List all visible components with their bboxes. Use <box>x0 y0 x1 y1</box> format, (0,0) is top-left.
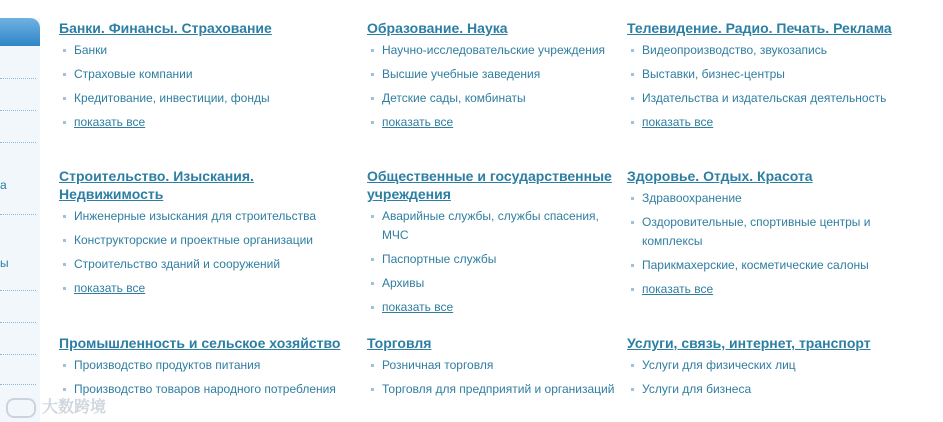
subcategory-list <box>367 207 622 317</box>
bullet-icon <box>63 97 66 100</box>
subcategory-link[interactable]: Страховые компании <box>59 65 359 84</box>
subcategory-list <box>627 356 927 399</box>
category-title-media[interactable]: Телевидение. Радио. Печать. Реклама <box>627 20 892 36</box>
bullet-icon <box>631 221 634 224</box>
sidebar-header[interactable] <box>0 18 40 46</box>
bullet-icon <box>371 388 374 391</box>
bullet-icon <box>371 215 374 218</box>
subcategory-link[interactable]: Архивы <box>367 274 622 293</box>
bullet-icon <box>63 263 66 266</box>
sidebar-item-fragment[interactable]: а <box>0 178 7 192</box>
subcategory-link[interactable]: Высшие учебные заведения <box>367 65 622 84</box>
bullet-icon <box>371 121 374 124</box>
subcategory-link[interactable]: Научно-исследовательские учреждения <box>367 41 622 60</box>
subcategory-list <box>367 356 622 399</box>
bullet-icon <box>371 258 374 261</box>
sidebar-item-fragment[interactable]: ы <box>0 256 9 270</box>
subcategory-link[interactable]: Видеопроизводство, звукозапись <box>627 41 927 60</box>
subcategory-link[interactable]: Производство товаров народного потребления <box>59 380 359 399</box>
bullet-icon <box>63 73 66 76</box>
bullet-icon <box>371 282 374 285</box>
category-section <box>627 334 927 404</box>
subcategory-list <box>59 41 359 132</box>
bullet-icon <box>63 215 66 218</box>
bullet-icon <box>631 73 634 76</box>
subcategory-list <box>59 207 359 298</box>
bullet-icon <box>631 97 634 100</box>
category-section <box>367 167 622 322</box>
bullet-icon <box>631 121 634 124</box>
subcategory-link[interactable]: Строительство зданий и сооружений <box>59 255 359 274</box>
sidebar-divider <box>0 322 36 323</box>
show-all-link[interactable]: показать все <box>367 113 622 132</box>
subcategory-link[interactable]: Инженерные изыскания для строительства <box>59 207 359 226</box>
subcategory-list <box>627 41 927 132</box>
subcategory-link[interactable]: Услуги для бизнеса <box>627 380 927 399</box>
bullet-icon <box>631 264 634 267</box>
subcategory-link[interactable]: Торговля для предприятий и организаций <box>367 380 622 399</box>
bullet-icon <box>371 364 374 367</box>
sidebar-divider <box>0 78 36 79</box>
bullet-icon <box>371 73 374 76</box>
bullet-icon <box>63 239 66 242</box>
bullet-icon <box>371 306 374 309</box>
subcategory-link[interactable]: Парикмахерские, косметические салоны <box>627 256 927 275</box>
subcategory-link[interactable]: Детские сады, комбинаты <box>367 89 622 108</box>
bullet-icon <box>631 288 634 291</box>
subcategory-link[interactable]: Оздоровительные, спортивные центры и комплексы <box>627 213 927 251</box>
subcategory-list <box>627 189 927 299</box>
subcategory-link[interactable]: Розничная торговля <box>367 356 622 375</box>
watermark <box>6 394 166 416</box>
sidebar-divider <box>0 354 36 355</box>
subcategory-link[interactable]: Услуги для физических лиц <box>627 356 927 375</box>
subcategory-link[interactable]: Банки <box>59 41 359 60</box>
category-title-banks[interactable]: Банки. Финансы. Страхование <box>59 20 272 36</box>
subcategory-link[interactable]: Кредитование, инвестиции, фонды <box>59 89 359 108</box>
bullet-icon <box>631 388 634 391</box>
subcategory-list <box>59 356 359 399</box>
bullet-icon <box>63 287 66 290</box>
bullet-icon <box>631 197 634 200</box>
sidebar-divider <box>0 214 36 215</box>
category-title-public-institutions[interactable]: Общественные и государственные учреждения <box>367 168 612 202</box>
category-title-construction[interactable]: Строительство. Изыскания. Недвижимость <box>59 168 254 202</box>
show-all-link[interactable]: показать все <box>367 298 622 317</box>
category-section <box>627 19 927 137</box>
category-title-industry[interactable]: Промышленность и сельское хозяйство <box>59 335 341 351</box>
show-all-link[interactable]: показать все <box>59 279 359 298</box>
show-all-link[interactable]: показать все <box>627 113 927 132</box>
category-section <box>59 167 359 303</box>
category-title-services[interactable]: Услуги, связь, интернет, транспорт <box>627 335 871 351</box>
category-title-education[interactable]: Образование. Наука <box>367 20 508 36</box>
category-section <box>367 19 622 137</box>
bullet-icon <box>371 49 374 52</box>
category-section <box>59 19 359 137</box>
subcategory-list <box>367 41 622 132</box>
show-all-link[interactable]: показать все <box>627 280 927 299</box>
subcategory-link[interactable]: Конструкторские и проектные организации <box>59 231 359 250</box>
watermark-text: 大数跨境 <box>42 399 107 416</box>
sidebar-divider <box>0 290 36 291</box>
category-section <box>627 167 927 304</box>
bullet-icon <box>63 121 66 124</box>
bullet-icon <box>631 49 634 52</box>
subcategory-link[interactable]: Здравоохранение <box>627 189 927 208</box>
sidebar-divider <box>0 142 36 143</box>
bullet-icon <box>371 97 374 100</box>
category-title-trade[interactable]: Торговля <box>367 335 432 351</box>
bullet-icon <box>63 388 66 391</box>
show-all-link[interactable]: показать все <box>59 113 359 132</box>
subcategory-link[interactable]: Выставки, бизнес-центры <box>627 65 927 84</box>
category-section <box>367 334 622 404</box>
bullet-icon <box>63 49 66 52</box>
subcategory-link[interactable]: Паспортные службы <box>367 250 622 269</box>
sidebar-divider <box>0 110 36 111</box>
sidebar-divider <box>0 384 36 385</box>
left-sidebar <box>0 18 40 422</box>
watermark-logo-icon <box>6 398 36 418</box>
bullet-icon <box>63 364 66 367</box>
subcategory-link[interactable]: Аварийные службы, службы спасения, МЧС <box>367 207 622 245</box>
subcategory-link[interactable]: Издательства и издательская деятельность <box>627 89 927 108</box>
subcategory-link[interactable]: Производство продуктов питания <box>59 356 359 375</box>
bullet-icon <box>631 364 634 367</box>
category-title-health[interactable]: Здоровье. Отдых. Красота <box>627 168 813 184</box>
